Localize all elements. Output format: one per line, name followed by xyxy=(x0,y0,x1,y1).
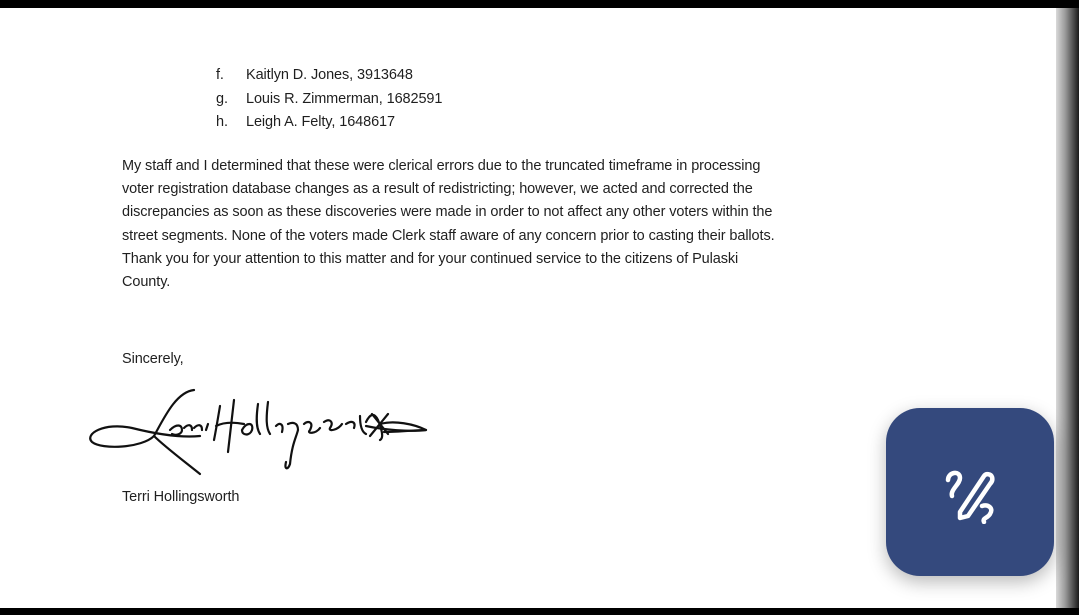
list-item-text: Leigh A. Felty, 1648617 xyxy=(246,114,395,130)
list-item xyxy=(216,88,442,112)
body-paragraph xyxy=(122,155,932,294)
paragraph-line: County. xyxy=(122,274,171,291)
signer-name: Terri Hollingsworth xyxy=(122,489,240,505)
list-item-text: Kaitlyn D. Jones, 3913648 xyxy=(246,67,413,83)
paragraph-line: My staff and I determined that these were clerical errors due to the truncated timeframe in processing xyxy=(122,158,761,174)
window-edge xyxy=(1056,8,1079,608)
paragraph-line: Thank you for your attention to this matter and for your continued service to the citizens of Pulaski xyxy=(122,250,739,267)
voter-list xyxy=(216,64,442,135)
draw-edit-button[interactable] xyxy=(886,408,1054,576)
paragraph-line: discrepancies as soon as these discoveries were made in order to not affect any other voters within the xyxy=(122,204,773,221)
list-item-text: Louis R. Zimmerman, 1682591 xyxy=(246,90,443,107)
list-marker: g. xyxy=(216,90,228,107)
closing-salutation: Sincerely, xyxy=(122,351,184,367)
list-item xyxy=(216,64,442,88)
pen-draw-icon xyxy=(938,460,1002,524)
list-item xyxy=(216,111,442,135)
handwritten-signature xyxy=(84,378,429,483)
list-marker: h. xyxy=(216,114,228,130)
list-marker: f. xyxy=(216,67,224,83)
paragraph-line: voter registration database changes as a result of redistricting; however, we acted and corrected the xyxy=(122,181,753,198)
paragraph-line: street segments. None of the voters made Clerk staff aware of any concern prior to casting their ballots. xyxy=(122,227,775,244)
